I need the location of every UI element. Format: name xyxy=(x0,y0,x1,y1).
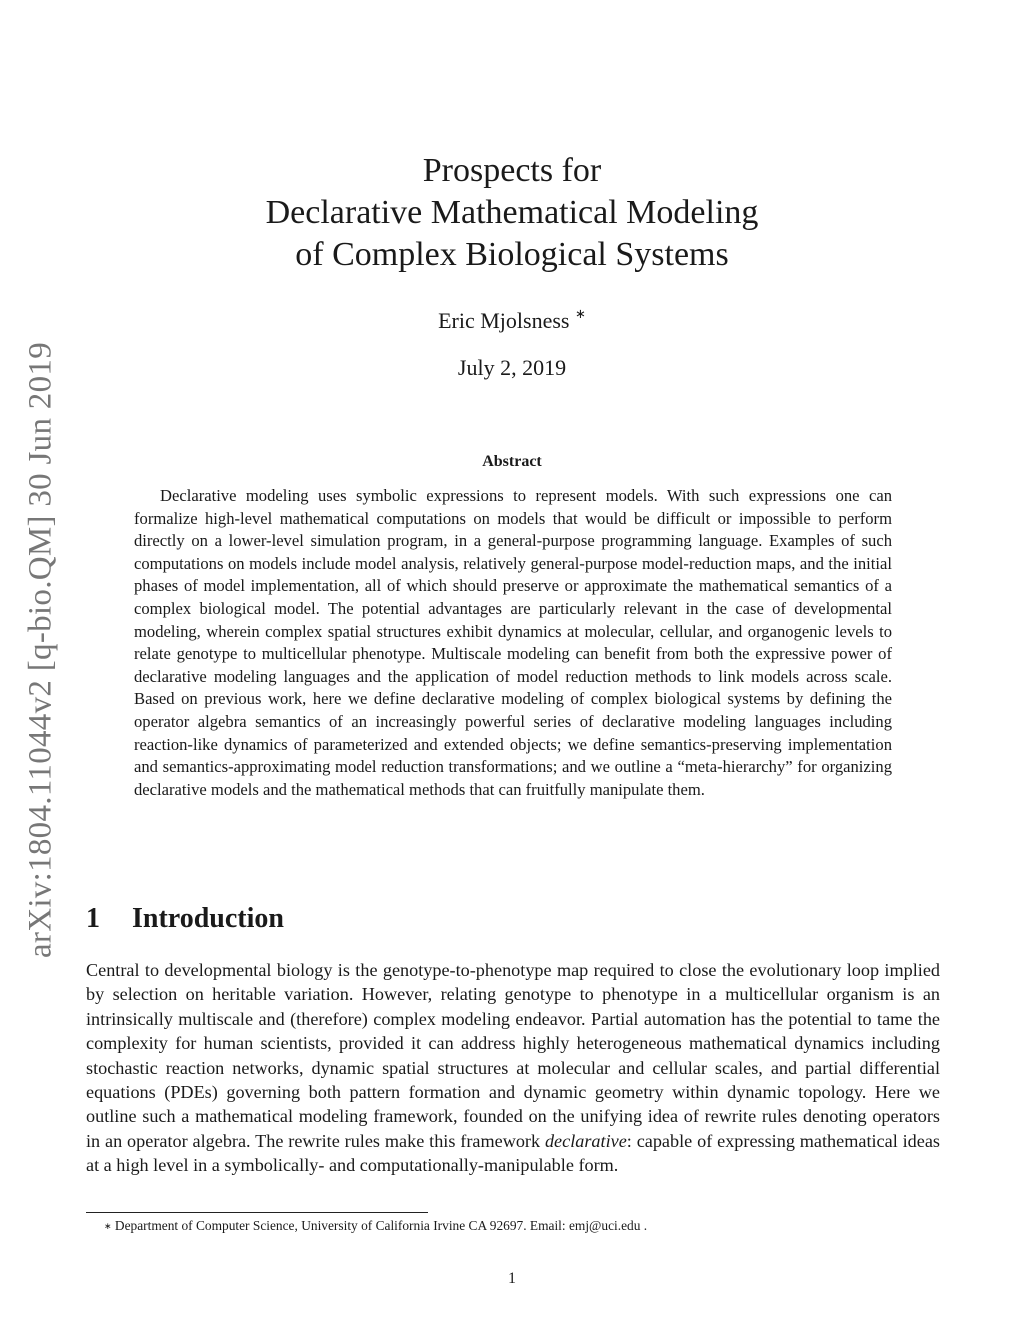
publication-date: July 2, 2019 xyxy=(457,355,567,380)
title-line-1: Prospects for xyxy=(422,152,602,189)
abstract-body: Declarative modeling uses symbolic expressions to represent models. With such expressions one can formalize high-level mathematical computations on models that would be difficult or impossible to perform directly on a lower-level simulation program, in a general-purpose programming language. Examples of such computations on models include model analysis, relatively general-purpose model-reduction maps, and the initial phases of model implementation, all of which should preserve or approximate the mathematical semantics of a complex biological model. The potential advantages are particularly relevant in the case of developmental modeling, wherein complex spatial structures exhibit dynamics at molecular, cellular, and organogenic levels to relate genotype to multicellular phenotype. Multiscale modeling can benefit from both the expressive power of declarative modeling languages and the application of model reduction methods to link models across scale. Based on previous work, here we define declarative modeling of complex biological systems by defining the operator algebra semantics of an increasingly powerful series of declarative modeling languages including reaction-like dynamics of parameterized and extended objects; we define semantics-preserving implementation and semantics-approximating model reduction transformations; and we outline a “meta-hierarchy” for organizing declarative models and the mathematical methods that can fruitfully manipulate them. xyxy=(134,486,892,799)
title-line-3: of Complex Biological Systems xyxy=(295,236,729,273)
section-title: Introduction xyxy=(132,903,284,934)
page-number: 1 xyxy=(508,1270,516,1287)
author-footnote-marker[interactable]: ∗ xyxy=(574,306,586,321)
arxiv-identifier-stamp xyxy=(6,330,76,970)
footnote-text: Department of Computer Science, University of California Irvine CA 92697. Email: emj@uci.edu . xyxy=(114,1218,648,1233)
abstract-heading: Abstract xyxy=(482,453,542,470)
intro-text-part-1: Central to developmental biology is the genotype-to-phenotype map required to close the evolutionary loop implied by selection on heritable variation. However, relating genotype to phenotype in a multicellular organism is an intrinsically multiscale and (therefore) complex modeling endeavor. Partial automation has the potential to tame the complexity for human scientists, provided it can address highly heterogeneous mathematical dynamics including stochastic reaction networks, dynamic spatial structures at molecular and cellular scales, and partial differential equations (PDEs) governing both pattern formation and dynamic geometry within dynamic topology. Here we outline such a mathematical modeling framework, founded on the unifying idea of rewrite rules denoting operators in an operator algebra. The rewrite rules make this framework xyxy=(86,960,940,1151)
paper-title xyxy=(180,150,844,276)
section-number: 1 xyxy=(86,903,100,934)
arxiv-identifier-text: arXiv:1804.11044v2 [q-bio.QM] 30 Jun 2019 xyxy=(22,341,59,959)
intro-text-part-2: : capable of expressing mathematical ideas at a high level in a symbolically- and computationally-manipulable form. xyxy=(86,1130,940,1176)
title-line-2: Declarative Mathematical Modeling xyxy=(265,194,759,231)
introduction-paragraph xyxy=(86,958,940,1178)
intro-emphasis: declarative xyxy=(544,1130,627,1151)
footnote-divider xyxy=(86,1212,428,1213)
footnote-marker: ∗ xyxy=(104,1221,112,1231)
author-name: Eric Mjolsness xyxy=(438,308,570,333)
footnote xyxy=(104,1217,647,1235)
section-heading-introduction xyxy=(86,903,284,935)
author-line xyxy=(180,308,844,334)
